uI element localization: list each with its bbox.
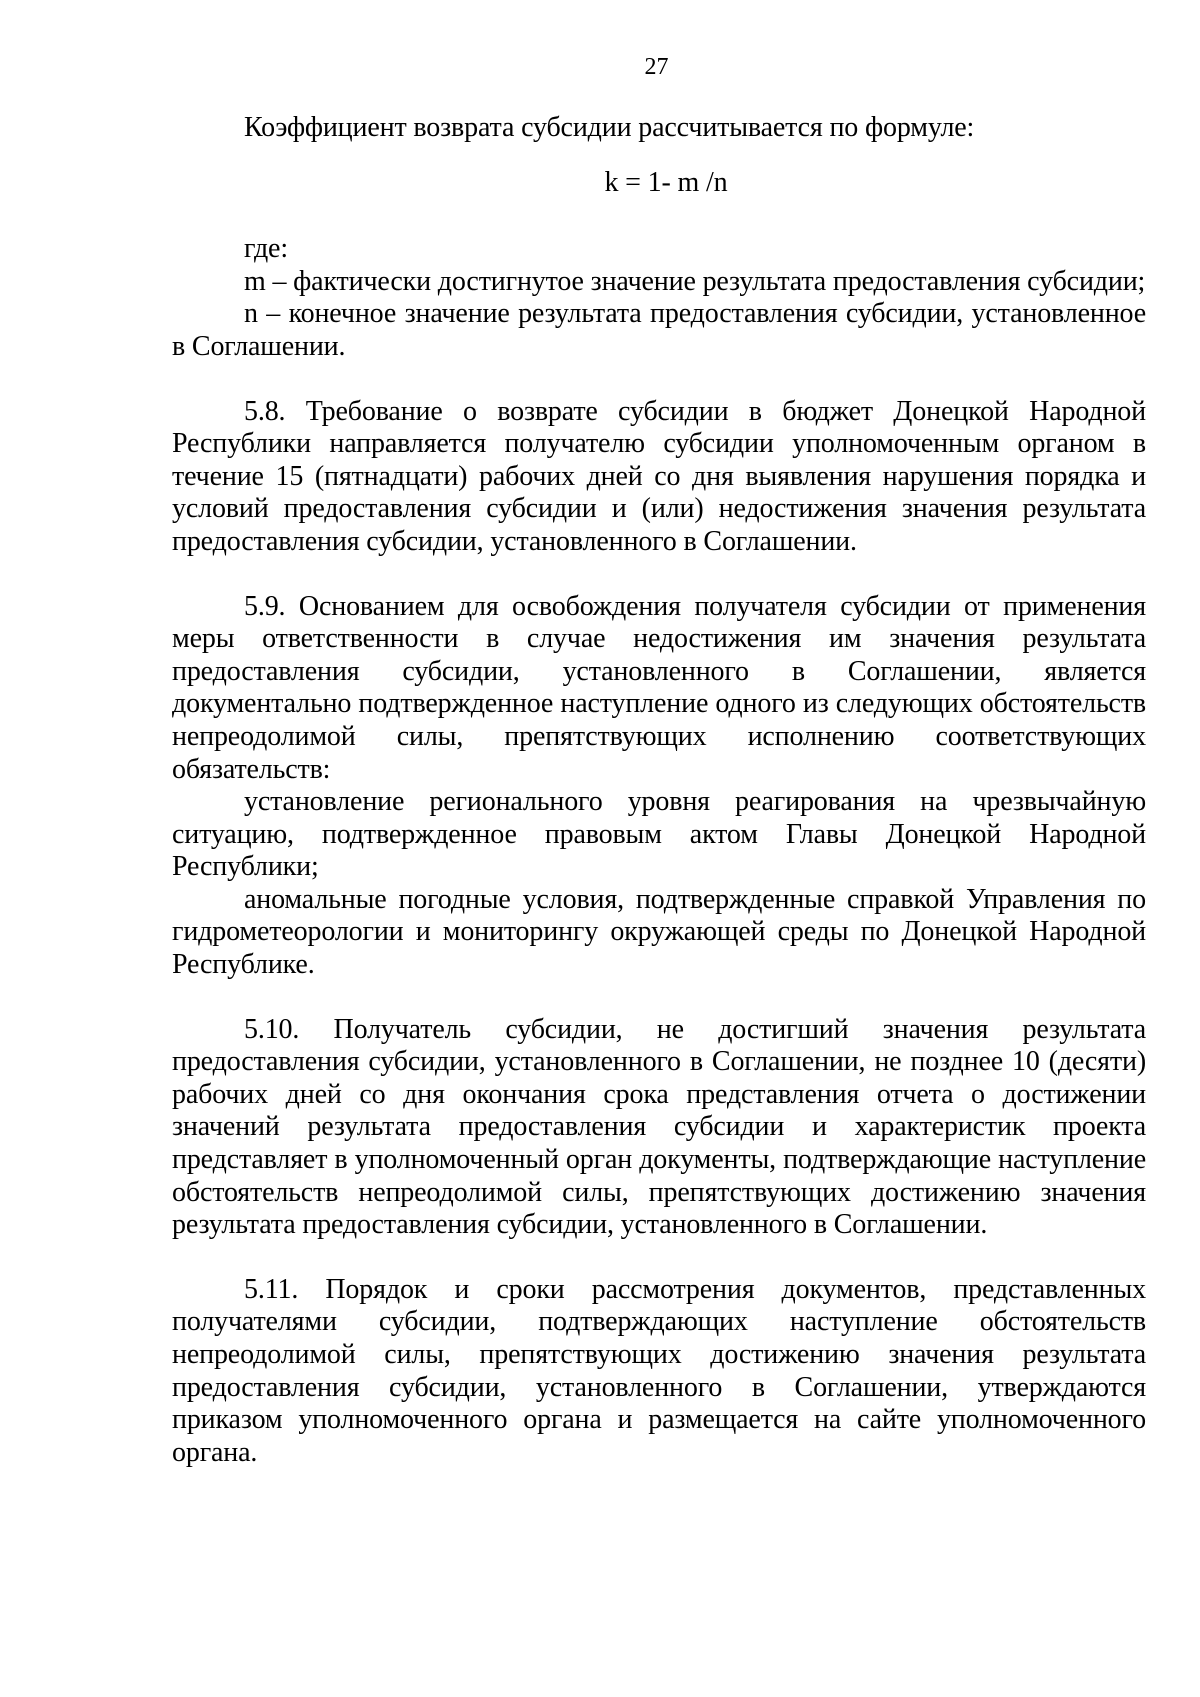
page-number: 27 (644, 54, 669, 80)
formula: k = 1- m /n (604, 166, 728, 198)
clause-5-10: 5.10. Получатель субсидии, не достигший значения результата предоставления субсидии, установленного в Соглашении, не позднее 10 (десяти) рабочих дней со дня окончания срока представления отчета о достижении значений результата предоставления субсидии и характеристик проекта представляет в уполномоченный орган документы, подтверждающие наступление обстоятельств непреодолимой силы, препятствующих достижению значения результата предоставления субсидии, установленного в Соглашении. (172, 1013, 1146, 1241)
definition-m: m – фактически достигнутое значение результата предоставления субсидии; (244, 265, 1146, 297)
clause-5-9-item-1: установление регионального уровня реагирования на чрезвычайную ситуацию, подтвержденное правовым актом Главы Донецкой Народной Республики; (172, 786, 1146, 883)
where-label: где: (244, 233, 288, 265)
definition-n: n – конечное значение результата предоставления субсидии, установленное в Соглашении. (172, 298, 1146, 362)
clause-5-8: 5.8. Требование о возврате субсидии в бюджет Донецкой Народной Республики направляется получателю субсидии уполномоченным органом в течение 15 (пятнадцати) рабочих дней со дня выявления нарушения порядка и условий предоставления субсидии и (или) недостижения значения результата предоставления субсидии, установленного в Соглашении. (172, 395, 1146, 557)
document-body (172, 112, 1146, 1469)
clause-5-9-item-2: аномальные погодные условия, подтвержденные справкой Управления по гидрометеорологии и мониторингу окружающей среды по Донецкой Народной Республике. (172, 883, 1146, 981)
clause-5-9: 5.9. Основанием для освобождения получателя субсидии от применения меры ответственности в случае недостижения им значения результата предоставления субсидии, установленного в Соглашении, является документально подтвержденное наступление одного из следующих обстоятельств непреодолимой силы, препятствующих исполнению соответствующих обязательств: (172, 590, 1146, 785)
clause-5-11: 5.11. Порядок и сроки рассмотрения документов, представленных получателями субсидии, подтверждающих наступление обстоятельств непреодолимой силы, препятствующих достижению значения результата предоставления субсидии, установленного в Соглашении, утверждаются приказом уполномоченного органа и размещается на сайте уполномоченного органа. (172, 1273, 1146, 1468)
formula-intro: Коэффициент возврата субсидии рассчитывается по формуле: (244, 112, 975, 143)
